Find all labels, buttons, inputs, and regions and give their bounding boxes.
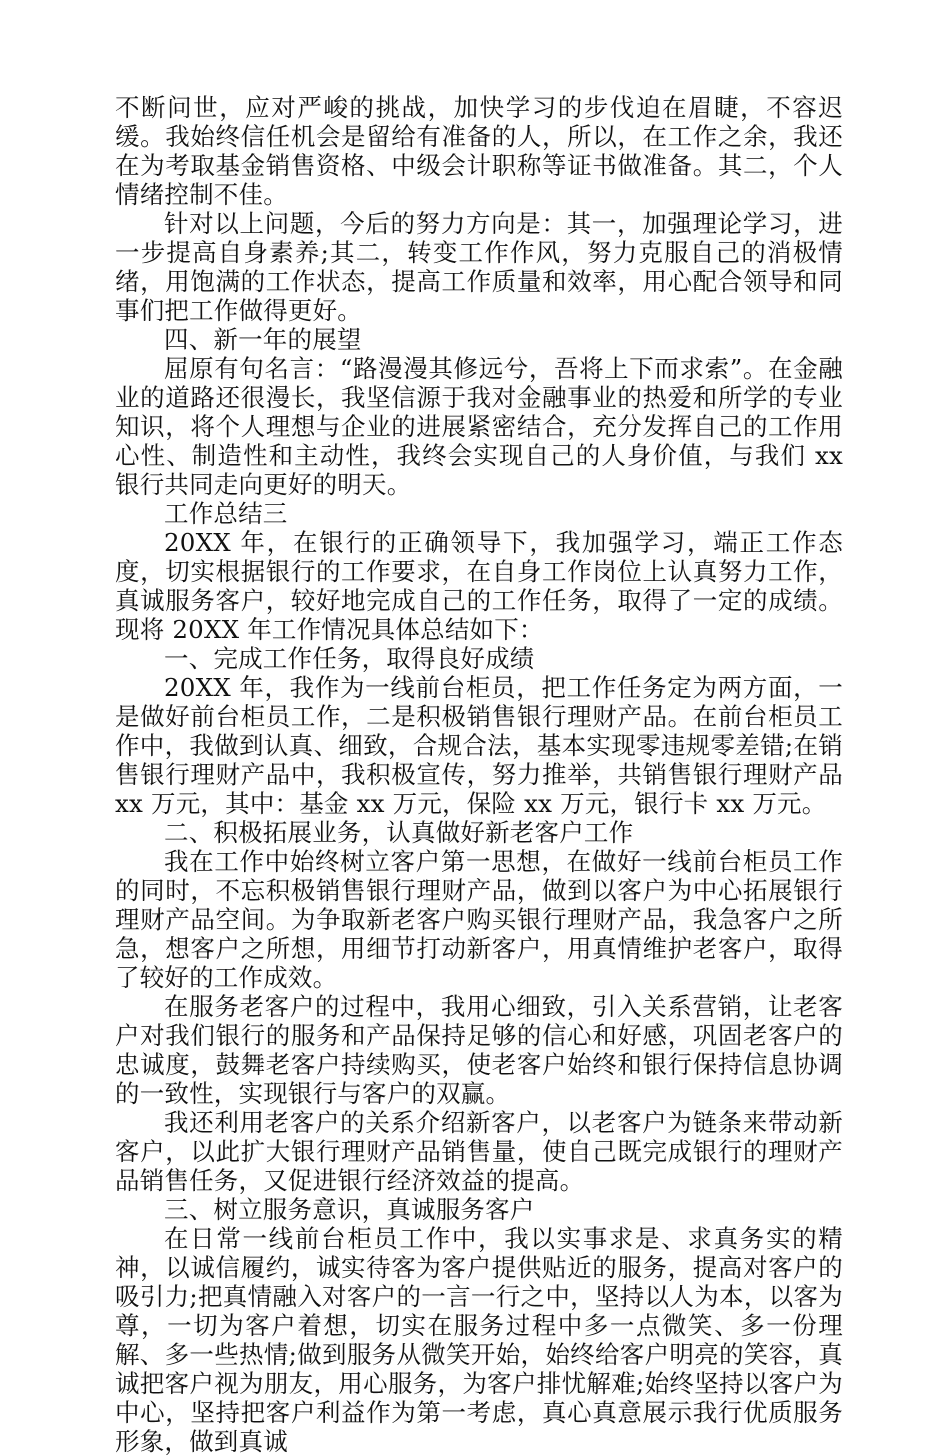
section-heading: 一、完成工作任务，取得良好成绩 bbox=[164, 644, 535, 673]
section-heading: 二、积极拓展业务，认真做好新老客户工作 bbox=[164, 818, 634, 847]
section-heading: 三、树立服务意识，真诚服务客户 bbox=[164, 1195, 535, 1224]
paragraph: 在日常一线前台柜员工作中，我以实事求是、求真务实的精神，以诚信履约，诚实待客为客户提供贴近的服务，提高对客户的吸引力;把真情融入对客户的一言一行之中，坚持以人为本，以客为尊，一切为客户着想，切实在服务过程中多一点微笑、多一份理解、多一些热情;做到服务从微笑开始，始终给客户明亮的笑容，真诚把客户视为朋友，用心服务，为客户排忧解难;始终坚持以客户为中心，坚持把客户利益作为第一考虑，真心真意展示我行优质服务形象，做到真诚 bbox=[115, 1224, 843, 1456]
paragraph: 不断问世，应对严峻的挑战，加快学习的步伐迫在眉睫，不容迟缓。我始终信任机会是留给有准备的人，所以，在工作之余，我还在为考取基金销售资格、中级会计职称等证书做准备。其二，个人情绪控制不佳。 bbox=[115, 93, 843, 209]
paragraph: 20XX 年，在银行的正确领导下，我加强学习，端正工作态度，切实根据银行的工作要求，在自身工作岗位上认真努力工作，真诚服务客户，较好地完成自己的工作任务，取得了一定的成绩。现将 20XX 年工作情况具体总结如下： bbox=[115, 528, 843, 644]
section-heading: 工作总结三 bbox=[164, 499, 288, 528]
paragraph: 20XX 年，我作为一线前台柜员，把工作任务定为两方面，一是做好前台柜员工作，二是积极销售银行理财产品。在前台柜员工作中，我做到认真、细致，合规合法，基本实现零违规零差错;在销售银行理财产品中，我积极宣传，努力推举，共销售银行理财产品 xx 万元，其中：基金 xx 万元，保险 xx 万元，银行卡 xx 万元。 bbox=[115, 673, 843, 818]
paragraph: 针对以上问题，今后的努力方向是：其一，加强理论学习，进一步提高自身素养;其二，转变工作作风，努力克服自己的消极情绪，用饱满的工作状态，提高工作质量和效率，用心配合领导和同事们把工作做得更好。 bbox=[115, 209, 843, 325]
paragraph: 屈原有句名言：“路漫漫其修远兮，吾将上下而求索”。在金融业的道路还很漫长，我坚信源于我对金融事业的热爱和所学的专业知识，将个人理想与企业的进展紧密结合，充分发挥自己的工作用心性、制造性和主动性，我终会实现自己的人身价值，与我们 xx 银行共同走向更好的明天。 bbox=[115, 354, 843, 499]
paragraph: 在服务老客户的过程中，我用心细致，引入关系营销，让老客户对我们银行的服务和产品保持足够的信心和好感，巩固老客户的忠诚度，鼓舞老客户持续购买，使老客户始终和银行保持信息协调的一致性，实现银行与客户的双赢。 bbox=[115, 992, 843, 1108]
section-heading: 四、新一年的展望 bbox=[164, 325, 362, 354]
paragraph: 我在工作中始终树立客户第一思想，在做好一线前台柜员工作的同时，不忘积极销售银行理财产品，做到以客户为中心拓展银行理财产品空间。为争取新老客户购买银行理财产品，我急客户之所急，想客户之所想，用细节打动新客户，用真情维护老客户，取得了较好的工作成效。 bbox=[115, 847, 843, 992]
document-page bbox=[115, 93, 843, 1456]
paragraph: 我还利用老客户的关系介绍新客户，以老客户为链条来带动新客户，以此扩大银行理财产品销售量，使自己既完成银行的理财产品销售任务，又促进银行经济效益的提高。 bbox=[115, 1108, 843, 1195]
